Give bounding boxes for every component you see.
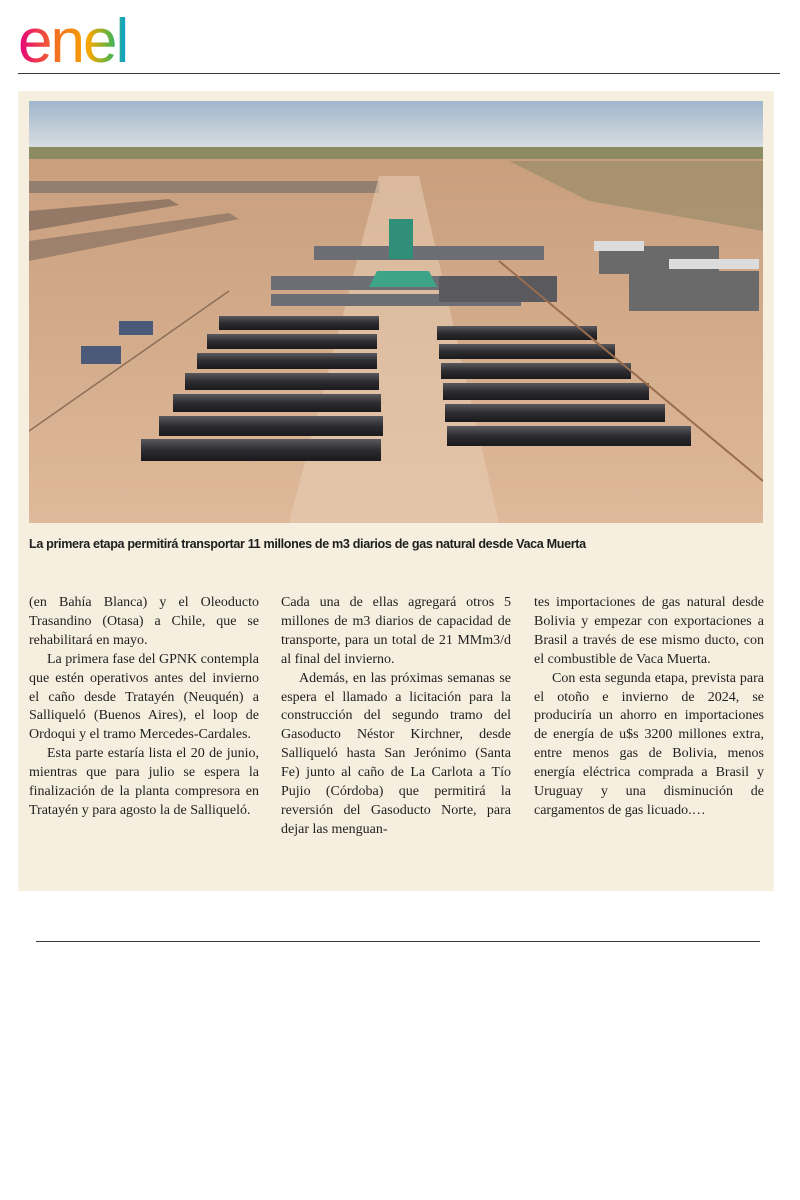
paragraph: La primera fase del GPNK contempla que estén operativos antes del invierno el caño desde Tratayén (Neuquén) a Salliqueló (Buenos Aires), el loop de Ordoqui y el tramo Mercedes-Cardales. [29,651,259,743]
paragraph: Esta parte estaría lista el 20 de junio, mientras que para julio se espera la finalización de la planta compresora en Tratayén y para agosto la de Salliqueló. [29,746,259,818]
bottom-rule [36,941,760,942]
svg-text:enel: enel [18,7,128,68]
paragraph: (en Bahía Blanca) y el Oleoducto Trasandino (Otasa) a Chile, que se rehabilitará en mayo. [29,595,259,648]
paragraph: tes importaciones de gas natural desde Bolivia y empezar con exportaciones a Brasil a través de ese mismo ducto, con el combustible de Vaca Muerta. [534,595,764,667]
paragraph: Cada una de ellas agregará otros 5 millones de m3 diarios de capacidad de transporte, para un total de 21 MMm3/d al final del invierno. [281,595,511,667]
photo-caption: La primera etapa permitirá transportar 11 millones de m3 diarios de gas natural desde Vaca Muerta [29,537,586,551]
newspaper-clipping [18,91,774,891]
paragraph: Además, en las próximas semanas se espera el llamado a licitación para la construcción del segundo tramo del Gasoducto Néstor Kirchner, desde Salliqueló hasta San Jerónimo (Santa Fe) junto al caño de La Carlota a Tío Pujio (Córdoba) que permitirá la reversión del Gasoducto Norte, para dejar las menguan- [281,670,511,837]
article-column-2 [281,594,511,840]
article-column-3 [534,594,764,821]
enel-logo [18,4,188,68]
article-column-1 [29,594,259,821]
pipeline-photo [29,101,763,523]
top-rule [18,73,780,74]
paragraph: Con esta segunda etapa, prevista para el otoño e invierno de 2024, se produciría un ahorro en importaciones de energía de u$s 3200 millones extra, entre menos gas de Bolivia, menos energía eléctrica comprada a Brasil y Uruguay y una disminución de cargamentos de gas licuado.… [534,670,764,818]
